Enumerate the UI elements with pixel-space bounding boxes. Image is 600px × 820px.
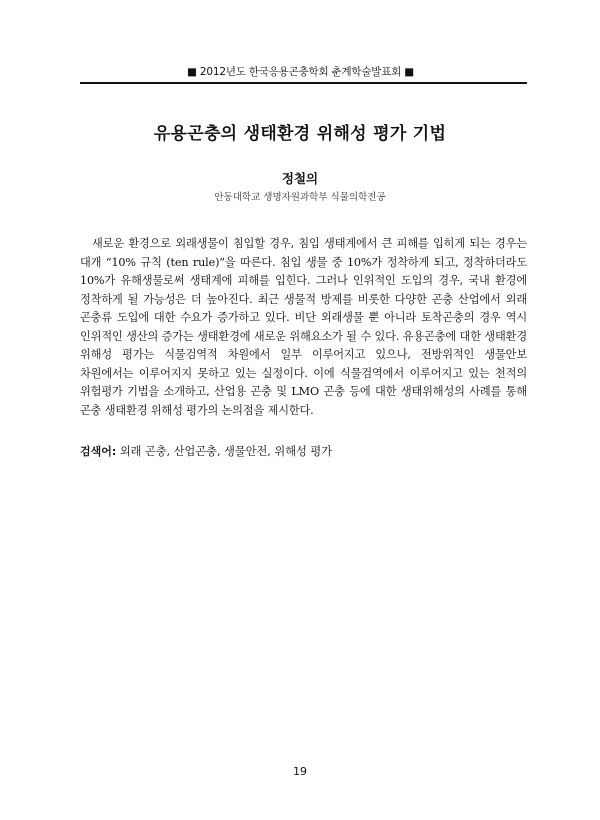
- abstract-text: 새로운 환경으로 외래생물이 침입할 경우, 침입 생태계에서 큰 피해를 입히게 되는 경우는 대개 “10% 규칙 (ten rule)”을 따른다. 침입 생물 중 10%가 정착하게 되고, 정착하더라도 10%가 유해생물로써 생태계에 피해를 입힌다. 그러나 인위적인 도입의 경우, 국내 환경에 정착하게 될 가능성은 더 높아진다. 최근 생물적 방제를 비롯한 다양한 곤충 산업에서 외래 곤충류 도입에 대한 수요가 증가하고 있다. 비단 외래생물 뿐 아니라 토착곤충의 경우 역시 인위적인 생산의 증가는 생태환경에 새로운 위해요소가 될 수 있다. 유용곤충에 대한 생태환경 위해성 평가는 식물검역적 차원에서 일부 이루어지고 있으나, 전방위적인 생물안보 차원에서는 이루어지지 못하고 있는 실정이다. 이에 식물검역에서 이루어지고 있는 천적의 위험평가 기법을 소개하고, 산업용 곤충 및 LMO 곤충 등에 대한 생태위해성의 사례를 통해 곤충 생태환경 위해성 평가의 논의점을 제시한다.: [80, 237, 527, 417]
- keywords-label: 검색어:: [80, 445, 117, 458]
- author-affiliation: 안동대학교 생명자원과학부 식물의학전공: [214, 192, 386, 203]
- page-number: 19: [293, 765, 307, 778]
- paper-title: 유용곤충의 생태환경 위해성 평가 기법: [153, 124, 447, 144]
- author-name: 정철의: [281, 171, 319, 186]
- keywords-line: [80, 443, 527, 461]
- keywords-list: 외래 곤충, 산업곤충, 생물안전, 위해성 평가: [116, 445, 333, 458]
- header-rule: [80, 82, 527, 84]
- running-head: ■ 2012년도 한국응용곤충학회 춘계학술발표회 ■: [187, 66, 414, 78]
